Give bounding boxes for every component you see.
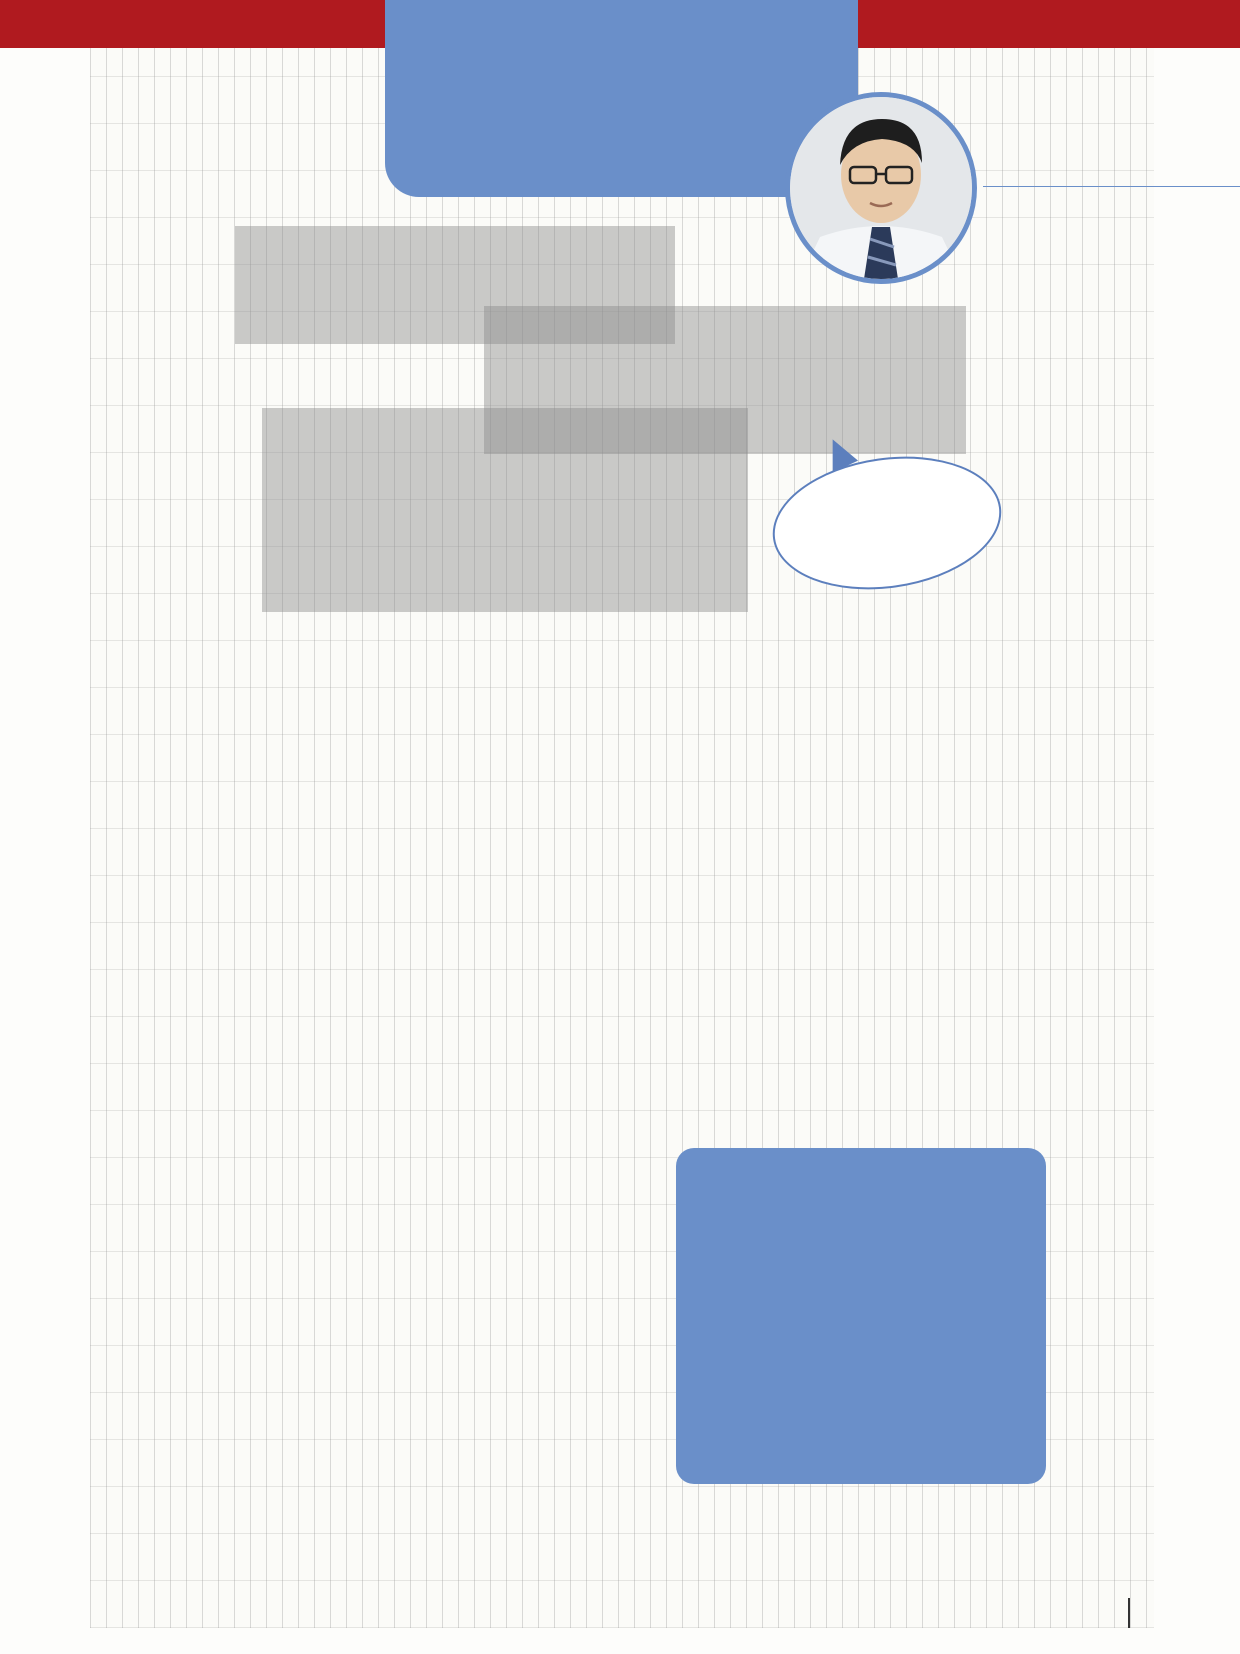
header-bar-right <box>858 0 1240 48</box>
footer-divider <box>1128 1598 1130 1628</box>
headline-shadow-box <box>262 408 748 612</box>
author-portrait <box>785 92 977 284</box>
feature-box-bad-consultants <box>676 1148 1046 1484</box>
name-divider <box>983 186 1240 187</box>
header-bar-left <box>0 0 385 48</box>
portrait-illustration <box>790 97 972 279</box>
